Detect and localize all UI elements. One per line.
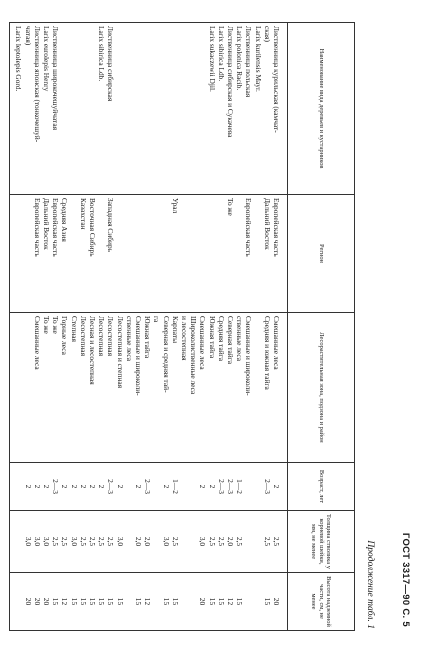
species-table — [9, 22, 355, 631]
table-cell-text: Лесостепная — [78, 316, 88, 356]
table-cell-text — [189, 198, 198, 309]
table-cell-text: Европейская часть — [51, 198, 61, 257]
table-cell-text — [171, 26, 180, 191]
table-cell-text — [253, 576, 262, 627]
column-header-age: Возраст, лет — [288, 463, 355, 511]
table-cell-text: 3,0 — [115, 536, 125, 547]
table-cell-text — [125, 514, 134, 569]
table-cell-text: Европейская часть — [272, 198, 281, 257]
table-cell-text: Восточная Сибирь — [87, 198, 97, 257]
table-cell-text — [198, 198, 207, 309]
table-cell-text: Лиственница сибирская и Сукачева — [225, 26, 235, 138]
table-cell-text — [189, 466, 198, 507]
table-cell-text — [125, 26, 134, 191]
table-cell-text: 15 — [69, 597, 79, 606]
table-cell-text: Европейская часть — [32, 198, 42, 257]
table-cell-text: 2—3 — [143, 479, 153, 494]
page-header: ГОСТ 3317—90 С. 5 — [400, 532, 411, 627]
table-cell-text: Larix sibirica Ldb. — [216, 26, 226, 82]
table-cell-text: 1—2 — [235, 479, 245, 494]
table-cell-text: 2,0 — [133, 536, 143, 547]
table-cell-text: То же — [225, 198, 235, 216]
table-cell-text — [134, 26, 143, 191]
table-cell-text: 15 — [106, 597, 116, 606]
table-cell-text: 2,0 — [143, 536, 153, 547]
table-cell-text — [253, 514, 262, 569]
table-cell-text — [79, 26, 88, 191]
table-cell-text — [14, 514, 23, 569]
table-cell-text: Дальний Восток — [262, 198, 272, 250]
table-cell-text: Смешанные и широколи- — [244, 316, 254, 396]
zone-cell — [10, 313, 288, 463]
table-cell-text: 2 — [115, 484, 125, 489]
table-cell-text: Larix leptolepis Gord. — [14, 26, 24, 92]
table-cell-text: 3,0 — [32, 536, 42, 547]
table-cell-text: 15 — [78, 597, 88, 606]
table-cell-text: Степная — [69, 316, 79, 342]
table-cell-text: 2,5 — [106, 536, 116, 547]
table-cell-text — [88, 26, 97, 191]
table-cell-text: 2 — [97, 484, 107, 489]
thickness-cell — [10, 511, 288, 573]
table-cell-text: Лиственница курильская (камчат- — [272, 26, 281, 133]
table-cell-text: 3,0 — [69, 536, 79, 547]
column-header-species: Наименование вида деревьев и кустарников — [288, 23, 355, 195]
table-cell-text — [180, 26, 189, 191]
table-cell-text: Лесостепная — [97, 316, 107, 356]
table-cell-text: 2 — [78, 484, 88, 489]
table-cell-text: 1—2 — [170, 479, 180, 494]
table-cell-text: 2 — [87, 484, 97, 489]
table-cell-text: 2,5 — [262, 536, 272, 547]
table-cell-text: 2—3 — [262, 479, 272, 494]
table-cell-text: 2,5 — [207, 536, 217, 547]
table-cell-text: Лесная и лесостепная — [87, 316, 97, 385]
table-cell-text — [217, 198, 226, 309]
table-cell-text: Смешанные леса — [272, 316, 281, 370]
table-cell-text — [14, 576, 23, 627]
table-cell-text: 2 — [23, 484, 33, 489]
age-cell — [10, 463, 288, 511]
table-cell-text: Урал — [170, 198, 180, 214]
table-cell-text: Средняя и южная тайга — [262, 316, 272, 390]
table-cell-text: 15 — [51, 597, 61, 606]
table-cell-text: 2,5 — [170, 536, 180, 547]
table-cell-text — [152, 466, 161, 507]
table-cell-text: Larix kurilensis Mayr. — [253, 26, 263, 92]
table-header-row — [288, 23, 355, 631]
table-cell-text — [115, 198, 124, 309]
table-cell-text: ская) — [262, 26, 272, 42]
table-cell-text: 2,5 — [51, 536, 61, 547]
table-cell-text — [180, 198, 189, 309]
table-cell-text: 3,0 — [161, 536, 171, 547]
table-cell-text — [125, 466, 134, 507]
table-cell-text: Средняя тайга — [216, 316, 226, 362]
table-cell-text: Европейская часть — [244, 198, 254, 257]
table-cell-text: Смешанные леса — [32, 316, 42, 370]
table-cell-text: га — [152, 316, 162, 323]
column-header-zone: Лесорастительная зона, подзона и район — [288, 313, 355, 463]
table-cell-text — [152, 198, 161, 309]
table-cell-text — [161, 198, 170, 309]
table-cell-text: Дальний Восток — [41, 198, 51, 250]
table-cell-text — [152, 514, 161, 569]
table-cell-text — [253, 198, 262, 309]
table-cell-text — [69, 198, 78, 309]
table-cell-text: Лиственница сибирская — [106, 26, 116, 102]
table-cell-text: 3,0 — [198, 536, 208, 547]
table-cell-text — [198, 26, 207, 191]
species-cell — [10, 23, 288, 195]
table-cell-text — [14, 466, 23, 507]
table-cell-text: 12 — [60, 597, 70, 606]
table-cell-text: 20 — [198, 597, 208, 606]
table-cell-text — [244, 466, 253, 507]
table-cell-text: Лесостепная и степная — [115, 316, 125, 388]
table-cell-text: Лиственница японская (тонкочешуй- — [32, 26, 42, 143]
region-cell — [10, 195, 288, 313]
table-cell-text — [207, 198, 216, 309]
table-cell-text — [23, 316, 32, 459]
table-cell-text: 15 — [87, 597, 97, 606]
table-cell-text — [244, 576, 253, 627]
table-cell-text — [69, 26, 78, 191]
table-cell-text: и лесостепная — [179, 316, 189, 361]
table-cell-text: 15 — [216, 597, 226, 606]
table-cell-text — [152, 26, 161, 191]
table-cell-text: 20 — [23, 597, 33, 606]
table-cell-text: 2 — [32, 484, 42, 489]
table-cell-text: 2 — [69, 484, 79, 489]
table-cell-text — [180, 576, 189, 627]
table-cell-text: Казахстан — [78, 198, 88, 230]
table-cell-text: Larix eurolepis Henry — [41, 26, 51, 92]
table-cell-text: 20 — [32, 597, 42, 606]
table-cell-text: 2,5 — [78, 536, 88, 547]
table-cell-text: 3,0 — [41, 536, 51, 547]
table-cell-text — [180, 514, 189, 569]
table-cell-text: 15 — [207, 597, 217, 606]
table-cell-text: Карпаты — [170, 316, 180, 344]
table-cell-text — [14, 316, 23, 459]
table-cell-text: Северная тайга — [225, 316, 235, 365]
column-header-height: Высота надземной части, см, не менее — [288, 573, 355, 631]
table-cell-text — [253, 316, 262, 459]
table-cell-text — [152, 576, 161, 627]
table-cell-text — [189, 514, 198, 569]
table-cell-text: 3,0 — [23, 536, 33, 547]
table-cell-text: 2,5 — [97, 536, 107, 547]
table-cell-text: 2,5 — [216, 536, 226, 547]
table-cell-text: 15 — [115, 597, 125, 606]
table-cell-text — [143, 26, 152, 191]
column-header-thickness: Толщина стволика у корневой шейки, мм, не менее — [288, 511, 355, 573]
table-cell-text — [189, 26, 198, 191]
table-cell-text: 2 — [207, 484, 217, 489]
table-cell-text: Западная Сибирь — [106, 198, 116, 253]
table-cell-text: 2—3 — [51, 479, 61, 494]
table-cell-text: 20 — [272, 597, 281, 606]
table-cell-text: То же — [41, 316, 51, 334]
table-cell-text: 2,5 — [87, 536, 97, 547]
table-cell-text: 2,5 — [272, 536, 281, 547]
table-cell-text: 15 — [235, 597, 245, 606]
table-cell-text: 15 — [161, 597, 171, 606]
table-cell-text — [23, 198, 32, 309]
table-cell-text: 2—3 — [216, 479, 226, 494]
table-cell-text — [115, 26, 124, 191]
table-cell-text: Larix sukaczewii Djil. — [207, 26, 217, 92]
table-cell-text: ственные леса — [235, 316, 245, 362]
table-cell-text: 2—3 — [225, 479, 235, 494]
table-cell-text: 15 — [262, 597, 272, 606]
table-cell-text: Широколиственные леса — [189, 316, 199, 395]
table-cell-text: Южная тайга — [143, 316, 153, 359]
table-cell-text: Горные леса — [60, 316, 70, 355]
table-cell-text: 15 — [133, 597, 143, 606]
table-cell-text — [253, 466, 262, 507]
table-cell-text: Larix polonica Racib. — [235, 26, 245, 91]
table-cell-text: 2 — [198, 484, 208, 489]
table-cell-text: Лиственница широкочешуйчатая — [51, 26, 61, 131]
table-cell-text: 15 — [97, 597, 107, 606]
table-cell-text — [97, 198, 106, 309]
height-cell — [10, 573, 288, 631]
table-cell-text: Средняя Азия — [60, 198, 70, 242]
table-cell-text — [161, 26, 170, 191]
table-cell-text: 2 — [272, 484, 281, 489]
table-cell-text: 20 — [41, 597, 51, 606]
table-cell-text: Южная тайга — [207, 316, 217, 359]
table-cell-text — [235, 198, 244, 309]
table-cell-text — [180, 466, 189, 507]
table-cell-text: 2 — [133, 484, 143, 489]
table-cell-text — [125, 576, 134, 627]
table-cell-text: ственные леса — [124, 316, 134, 362]
table-cell-text — [14, 198, 23, 309]
table-cell-text: Larix sibirica Ldb. — [97, 26, 107, 82]
table-continuation-caption: Продолжение табл. 1 — [365, 540, 375, 629]
table-cell-text: Смешанные и широколи- — [133, 316, 143, 396]
table-cell-text: Смешанные леса — [198, 316, 208, 370]
table-cell-text: 2 — [60, 484, 70, 489]
table-cell-text: То же — [51, 316, 61, 334]
table-cell-text — [143, 198, 152, 309]
table-cell-text: Лиственница польская — [244, 26, 254, 98]
table-cell-text: Лесостепная — [106, 316, 116, 356]
table-cell-text: 2—3 — [106, 479, 116, 494]
table-cell-text: 2 — [41, 484, 51, 489]
column-header-region: Регион — [288, 195, 355, 313]
table-cell-text: 15 — [170, 597, 180, 606]
table-cell-text — [189, 576, 198, 627]
table-cell-text: 12 — [225, 597, 235, 606]
table-cell-text: Северная и средняя тай- — [161, 316, 171, 393]
table-cell-text — [125, 198, 134, 309]
table-cell-text — [134, 198, 143, 309]
table-cell-text: 2,5 — [60, 536, 70, 547]
table-cell-text: 2,0 — [225, 536, 235, 547]
table-cell-text: 2,5 — [235, 536, 245, 547]
table-cell-text: чатая) — [23, 26, 33, 46]
table-cell-text: 2 — [161, 484, 171, 489]
table-cell-text — [244, 514, 253, 569]
table-cell-text — [60, 26, 69, 191]
table-cell-text: 12 — [143, 597, 153, 606]
